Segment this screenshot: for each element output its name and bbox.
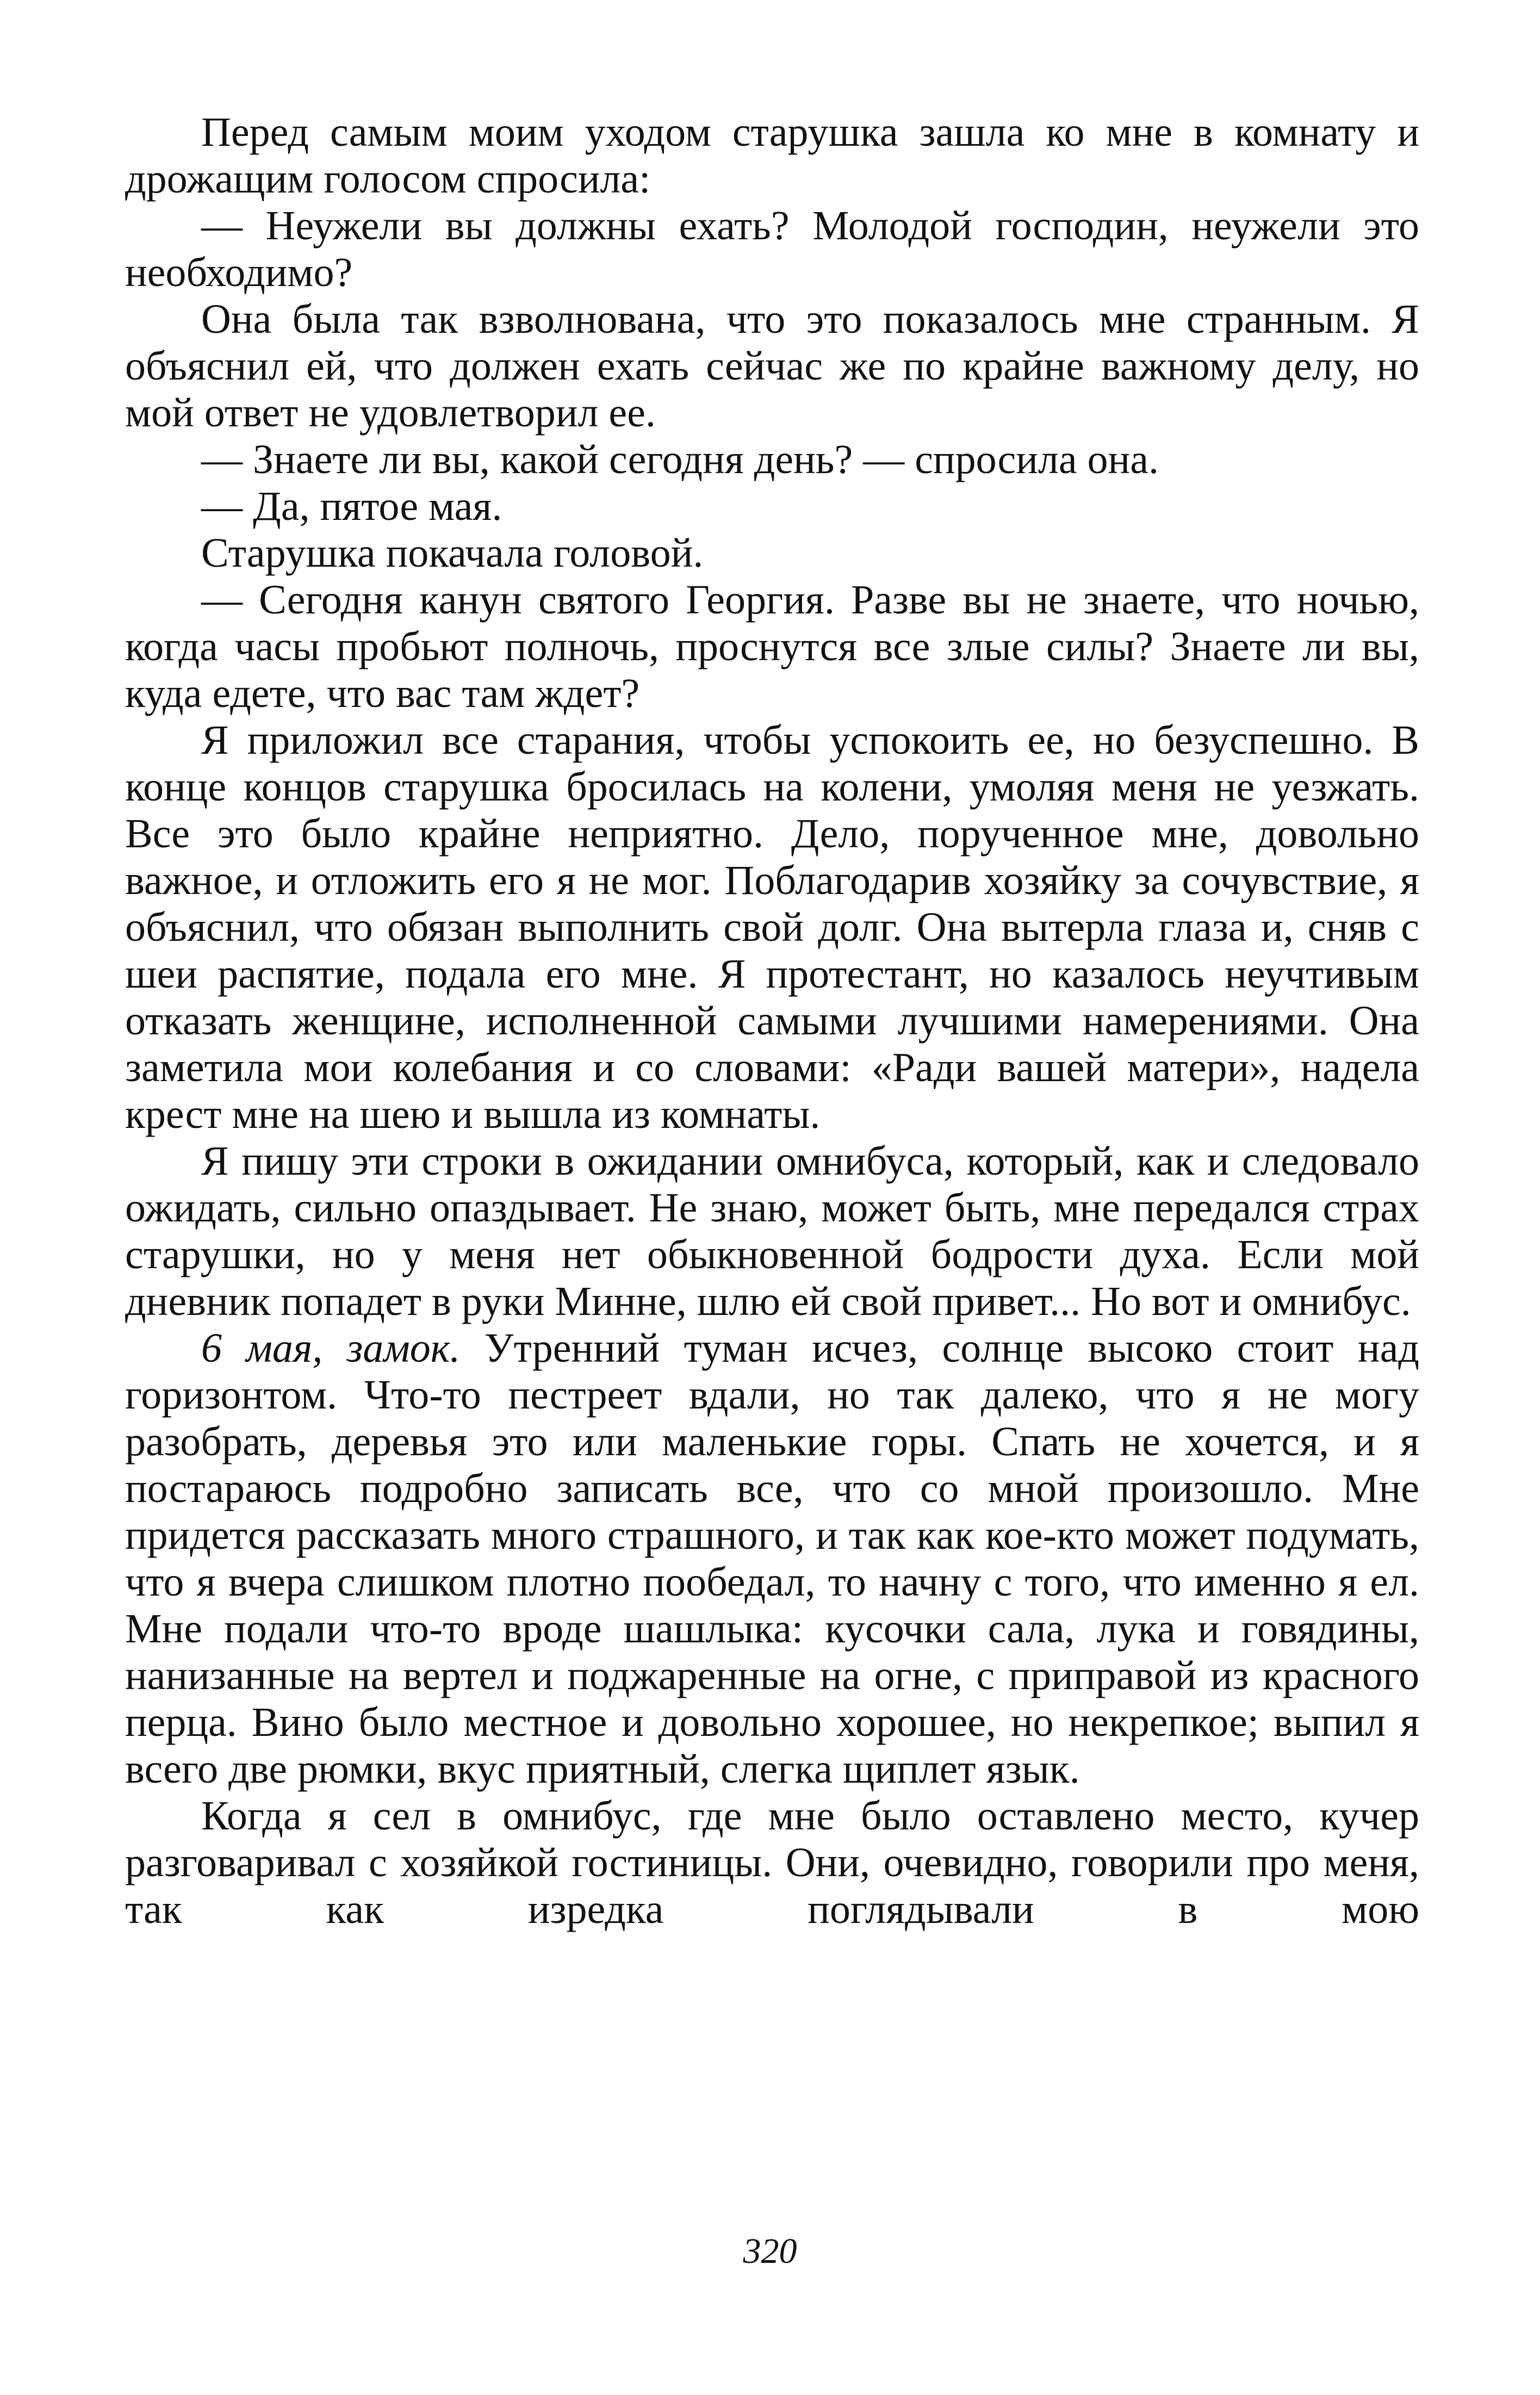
paragraph: Старушка покачала головой.	[201, 530, 704, 576]
paragraph: Я приложил все старания, чтобы успокоить ее, но безуспешно. В конце концов старушка бросилась на колени, умоляя меня не уезжать. Все это было крайне неприятно. Дело, порученное мне, довольно важное, и отложить его я не мог. Поблагодарив хозяйку за сочувствие, я объяснил, что обязан выполнить свой долг. Она вытерла глаза и, сняв с шеи распятие, подала его мне. Я протестант, но казалось неучтивым отказать женщине, исполненной самыми лучшими намерениями. Она заметила мои колебания и со словами: «Ради вашей матери», надела крест мне на шею и вышла из комнаты.	[125, 717, 1419, 1137]
diary-entry-paragraph	[125, 1325, 1419, 1792]
paragraph: — Неужели вы должны ехать? Молодой господин, неужели это необходимо?	[125, 203, 1419, 295]
body-text	[125, 109, 1419, 1933]
paragraph: Я пишу эти строки в ожидании омнибуса, который, как и следовало ожидать, сильно опаздывает. Не знаю, может быть, мне передался страх старушки, но у меня нет обыкновенной бодрости духа. Если мой дневник попадет в руки Минне, шлю ей свой привет... Но вот и омнибус.	[125, 1138, 1419, 1324]
paragraph: — Сегодня канун святого Георгия. Разве вы не знаете, что ночью, когда часы пробьют полночь, проснутся все злые силы? Знаете ли вы, куда едете, что вас там ждет?	[125, 577, 1419, 716]
page-number: 320	[743, 2231, 797, 2271]
paragraph: Когда я сел в омнибус, где мне было оставлено место, кучер разговаривал с хозяйкой гостиницы. Они, очевидно, говорили про меня, так как изредка поглядывали в мою	[125, 1793, 1419, 1932]
paragraph: — Знаете ли вы, какой сегодня день? — спросила она.	[201, 437, 1159, 482]
paragraph: Перед самым моим уходом старушка зашла ко мне в комнату и дрожащим голосом спросила:	[125, 109, 1419, 202]
diary-dateline: 6 мая, замок.	[201, 1325, 461, 1371]
paragraph: Она была так взволнована, что это показалось мне странным. Я объяснил ей, что должен ехать сейчас же по крайне важному делу, но мой ответ не удовлетворил ее.	[125, 296, 1419, 436]
paragraph: — Да, пятое мая.	[201, 483, 502, 529]
diary-entry-text: Утренний туман исчез, солнце высоко стоит над горизонтом. Что-то пестреет вдали, но так далеко, что я не могу разобрать, деревья это или маленькие горы. Спать не хочется, и я постараюсь подробно записать все, что со мной произошло. Мне придется рассказать много страшного, и так как кое-кто может подумать, что я вчера слишком плотно пообедал, то начну с того, что именно я ел. Мне подали что-то вроде шашлыка: кусочки сала, лука и говядины, нанизанные на вертел и поджаренные на огне, с приправой из красного перца. Вино было местное и довольно хорошее, но некрепкое; выпил я всего две рюмки, вкус приятный, слегка щиплет язык.	[125, 1325, 1419, 1792]
